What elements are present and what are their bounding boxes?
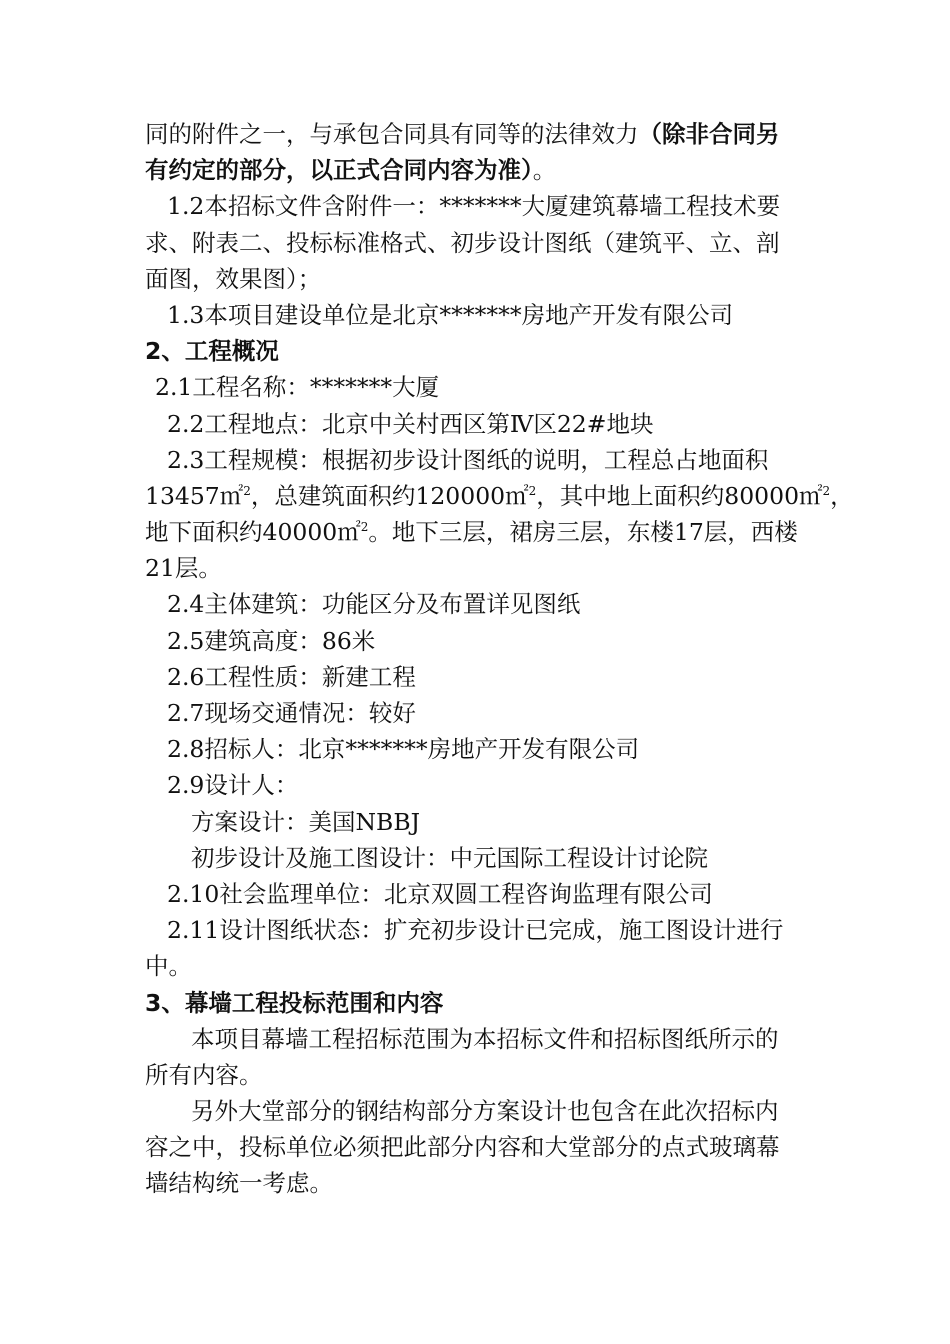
clause-2-4: 2.4主体建筑：功能区分及布置详见图纸	[167, 590, 581, 619]
paragraph-line: 所有内容。	[145, 1060, 263, 1089]
clause-2-6: 2.6工程性质：新建工程	[167, 662, 416, 691]
clause-2-7: 2.7现场交通情况：较好	[167, 699, 416, 727]
superscript: 2	[360, 520, 369, 535]
paragraph-line: 容之中，投标单位必须把此部分内容和大堂部分的点式玻璃幕	[145, 1133, 780, 1162]
clause-1-2-cont: 面图，效果图）；	[145, 264, 322, 293]
clause-2-8: 2.8招标人：北京*******房地产开发有限公司	[167, 735, 640, 764]
body-text: ，其中地上面积约80000㎡	[536, 481, 823, 510]
clause-2-11: 2.11设计图纸状态：扩充初步设计已完成，施工图设计进行	[167, 916, 784, 945]
clause-1-2-cont: 求、附表二、投标标准格式、初步设计图纸（建筑平、立、剖	[145, 228, 780, 257]
body-text: 。	[532, 156, 557, 185]
clause-2-3-cont: 21层。	[145, 554, 222, 583]
clause-2-10: 2.10社会监理单位：北京双圆工程咨询监理有限公司	[167, 879, 713, 908]
clause-2-3-cont	[145, 478, 854, 514]
clause-2-11-cont: 中。	[145, 952, 192, 981]
superscript: 2	[243, 483, 251, 498]
clause-1-2: 1.2本招标文件含附件一：*******大厦建筑幕墙工程技术要	[167, 192, 781, 221]
paragraph-line	[145, 152, 809, 188]
body-text: ，总建筑面积约120000㎡	[250, 481, 529, 510]
clause-2-3: 2.3工程规模：根据初步设计图纸的说明，工程总占地面积	[167, 445, 769, 474]
body-text: 同的附件之一，与承包合同具有同等的法律效力	[145, 120, 639, 148]
section-heading-3: 3、幕墙工程投标范围和内容	[145, 988, 444, 1017]
clause-2-2: 2.2工程地点：北京中关村西区第Ⅳ区22#地块	[167, 409, 654, 438]
clause-2-9: 2.9设计人：	[167, 771, 299, 800]
bold-text: （除非合同另	[638, 120, 780, 148]
section-heading-2: 2、工程概况	[145, 337, 279, 366]
superscript: 2	[822, 483, 831, 498]
paragraph-line: 墙结构统一考虑。	[145, 1169, 333, 1198]
body-text: 。地下三层，裙房三层，东楼17层，西楼	[368, 518, 798, 547]
superscript: 2	[528, 483, 537, 498]
bold-text: 有约定的部分，以正式合同内容为准）	[145, 156, 533, 185]
body-text: 地下面积约40000㎡	[145, 518, 361, 547]
document-body	[145, 116, 854, 1202]
area-value: 13457㎡	[145, 481, 244, 510]
clause-2-9-scheme: 方案设计：美国NBBJ	[191, 807, 421, 836]
clause-2-1: 2.1工程名称：*******大厦	[155, 373, 440, 402]
clause-2-5: 2.5建筑高度：86米	[167, 626, 376, 655]
body-text: ，	[830, 481, 854, 510]
clause-2-3-cont	[145, 514, 809, 550]
paragraph-line: 另外大堂部分的钢结构部分方案设计也包含在此次招标内	[191, 1097, 779, 1126]
paragraph-line: 本项目幕墙工程招标范围为本招标文件和招标图纸所示的	[191, 1024, 779, 1053]
clause-2-9-prelim: 初步设计及施工图设计：中元国际工程设计讨论院	[191, 843, 708, 872]
clause-1-3: 1.3本项目建设单位是北京*******房地产开发有限公司	[167, 300, 734, 329]
paragraph-line	[145, 116, 809, 152]
